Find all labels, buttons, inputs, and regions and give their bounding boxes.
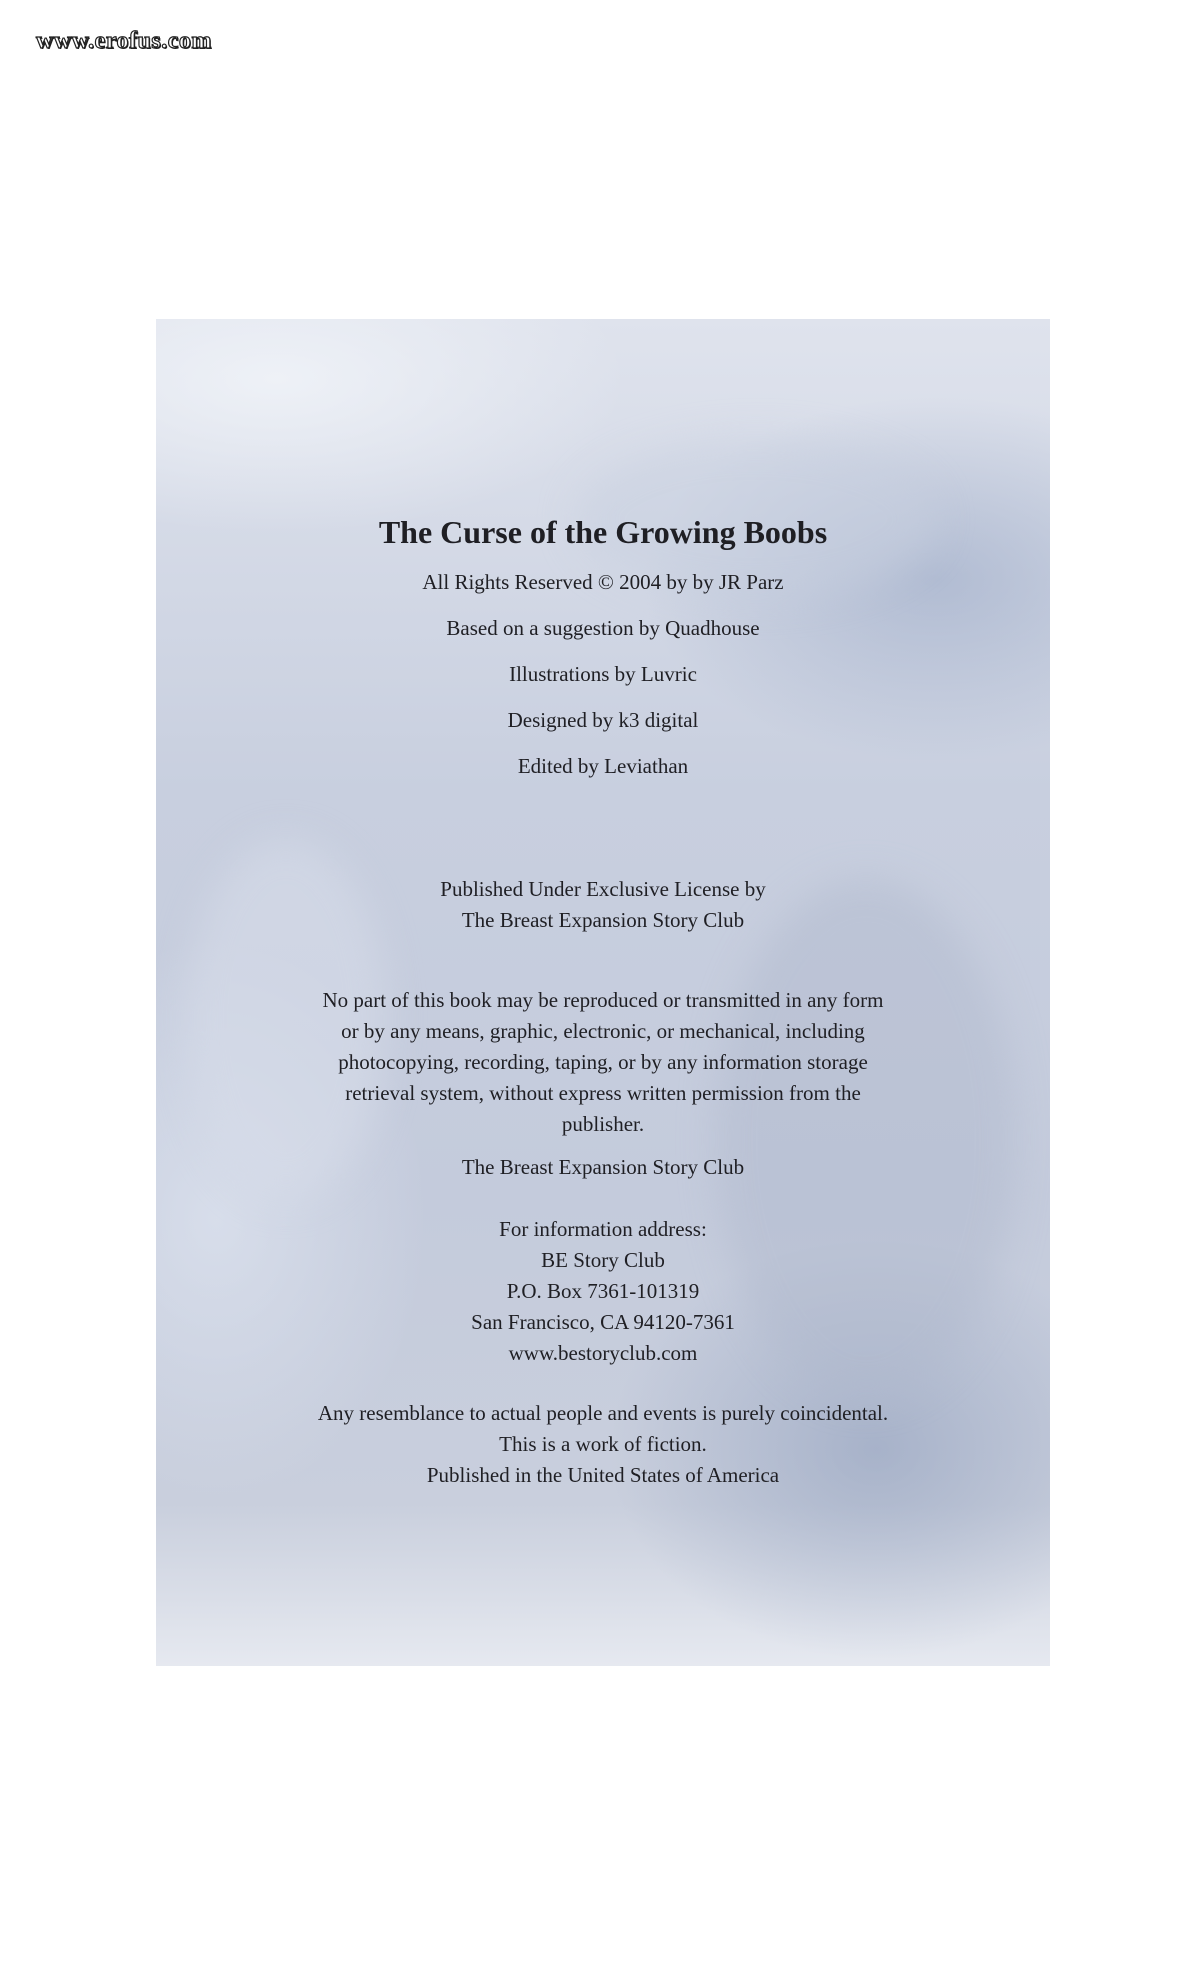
suggestion-credit: Based on a suggestion by Quadhouse xyxy=(446,616,760,640)
notice-line: retrieval system, without express written permission from the xyxy=(345,1081,861,1105)
fiction-disclaimer xyxy=(156,1398,1050,1491)
club-name: The Breast Expansion Story Club xyxy=(461,1155,745,1179)
notice-line: No part of this book may be reproduced or transmitted in any form xyxy=(322,988,884,1012)
license-line: The Breast Expansion Story Club xyxy=(461,908,745,932)
notice-line: photocopying, recording, taping, or by any information storage xyxy=(338,1050,868,1074)
address-line: For information address: xyxy=(499,1217,707,1241)
address-line: San Francisco, CA 94120-7361 xyxy=(471,1310,735,1334)
website-line: www.bestoryclub.com xyxy=(508,1341,698,1365)
book-title: The Curse of the Growing Boobs xyxy=(378,514,828,550)
disclaimer-line: Any resemblance to actual people and events is purely coincidental. xyxy=(317,1401,889,1425)
address-line: P.O. Box 7361-101319 xyxy=(506,1279,700,1303)
disclaimer-line: This is a work of fiction. xyxy=(499,1432,707,1456)
rights-line: All Rights Reserved © 2004 by by JR Parz xyxy=(422,570,784,594)
notice-line: publisher. xyxy=(561,1112,645,1136)
illustrations-credit: Illustrations by Luvric xyxy=(509,662,697,686)
license-line: Published Under Exclusive License by xyxy=(440,877,766,901)
editor-credit: Edited by Leviathan xyxy=(517,754,689,778)
address-line: BE Story Club xyxy=(541,1248,665,1272)
disclaimer-line: Published in the United States of America xyxy=(426,1463,780,1487)
reproduction-notice xyxy=(156,985,1050,1140)
license-statement xyxy=(156,874,1050,936)
notice-line: or by any means, graphic, electronic, or mechanical, including xyxy=(341,1019,865,1043)
book-page xyxy=(156,319,1050,1666)
contact-address xyxy=(156,1214,1050,1369)
site-watermark: www.erofus.com xyxy=(36,28,212,54)
design-credit: Designed by k3 digital xyxy=(507,708,699,732)
